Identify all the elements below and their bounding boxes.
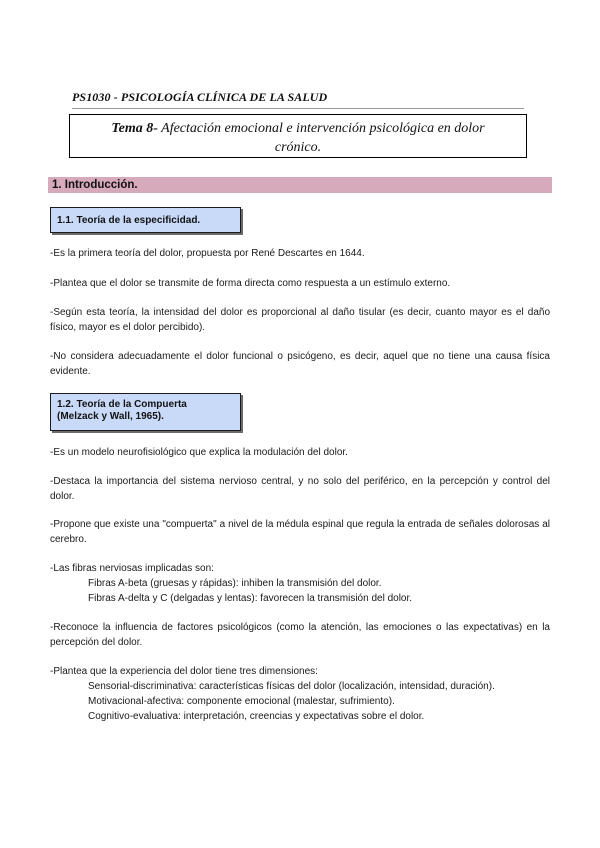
subsection-heading-especificidad bbox=[50, 207, 241, 233]
paragraph: -Plantea que el dolor se transmite de forma directa como respuesta a un estímulo externo. bbox=[50, 278, 451, 289]
paragraph: -Las fibras nerviosas implicadas son: bbox=[50, 563, 214, 574]
list-item: Motivacional-afectiva: componente emocional (malestar, sufrimiento). bbox=[88, 696, 395, 707]
paragraph: -Propone que existe una "compuerta" a nivel de la médula espinal que regula la entrada de señales dolorosas al cerebro. bbox=[50, 519, 550, 545]
subsection-title-citation: (Melzack y Wall, 1965). bbox=[57, 411, 164, 422]
topic-title-box bbox=[69, 114, 527, 158]
section-heading: 1. Introducción. bbox=[52, 179, 138, 191]
list-item: Fibras A-beta (gruesas y rápidas): inhiben la transmisión del dolor. bbox=[88, 578, 382, 589]
header-divider bbox=[72, 108, 524, 109]
topic-number: Tema 8- bbox=[111, 121, 158, 136]
paragraph: -Es un modelo neurofisiológico que explica la modulación del dolor. bbox=[50, 447, 348, 458]
paragraph: -Plantea que la experiencia del dolor tiene tres dimensiones: bbox=[50, 666, 318, 677]
subsection-heading-compuerta bbox=[50, 393, 241, 431]
list-item: Fibras A-delta y C (delgadas y lentas): favorecen la transmisión del dolor. bbox=[88, 593, 413, 604]
subsection-title: 1.1. Teoría de la especificidad. bbox=[57, 215, 201, 226]
list-item: Cognitivo-evaluativa: interpretación, creencias y expectativas sobre el dolor. bbox=[88, 711, 425, 722]
paragraph: -Destaca la importancia del sistema nervioso central, y no solo del periférico, en la percepción y control del dolor. bbox=[50, 476, 550, 502]
paragraph: -Según esta teoría, la intensidad del dolor es proporcional al daño tisular (es decir, cuanto mayor es el daño físico, mayor es el dolor percibido). bbox=[50, 307, 550, 333]
paragraph: -Es la primera teoría del dolor, propuesta por René Descartes en 1644. bbox=[50, 248, 365, 259]
topic-title: Afectación emocional e intervención psicológica en dolor crónico. bbox=[161, 121, 485, 155]
list-item: Sensorial-discriminativa: características físicas del dolor (localización, intensidad, duración). bbox=[88, 681, 495, 692]
course-header: PS1030 - PSICOLOGÍA CLÍNICA DE LA SALUD bbox=[72, 90, 328, 104]
paragraph: -No considera adecuadamente el dolor funcional o psicógeno, es decir, aquel que no tiene una causa física evidente. bbox=[50, 351, 550, 377]
subsection-title: 1.2. Teoría de la Compuerta bbox=[57, 399, 187, 410]
paragraph: -Reconoce la influencia de factores psicológicos (como la atención, las emociones o las expectativas) en la percepción del dolor. bbox=[50, 622, 550, 648]
